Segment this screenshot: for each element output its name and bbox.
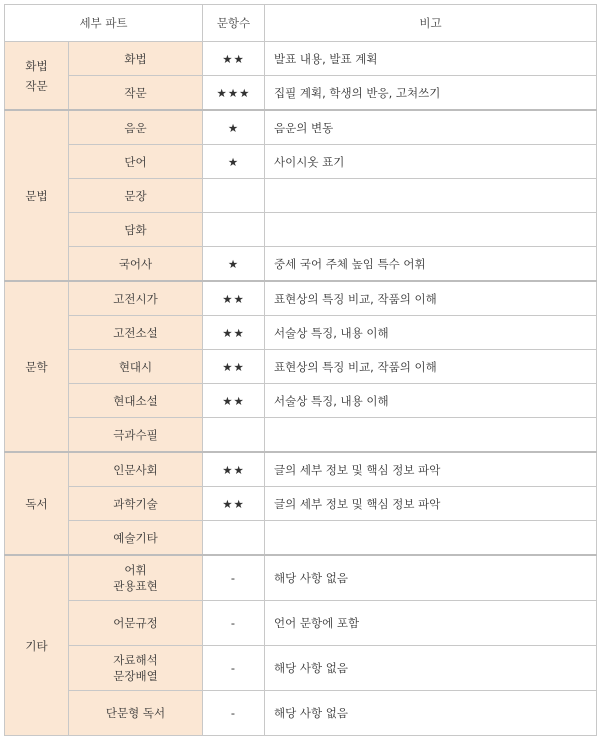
count-cell: - <box>203 691 265 736</box>
count-cell: ★★ <box>203 350 265 384</box>
note-cell <box>265 418 597 453</box>
table-row <box>5 179 597 213</box>
table-row <box>5 555 597 601</box>
table-row <box>5 247 597 282</box>
subpart-cell: 예술기타 <box>69 521 203 556</box>
count-cell: - <box>203 555 265 601</box>
header-count: 문항수 <box>203 5 265 42</box>
category-cell: 독서 <box>5 452 69 555</box>
note-cell: 서술상 특징, 내용 이해 <box>265 384 597 418</box>
table-row <box>5 418 597 453</box>
header-part: 세부 파트 <box>5 5 203 42</box>
note-cell: 글의 세부 정보 및 핵심 정보 파악 <box>265 452 597 487</box>
note-cell: 음운의 변동 <box>265 110 597 145</box>
table-row <box>5 110 597 145</box>
count-cell <box>203 213 265 247</box>
note-cell: 표현상의 특징 비교, 작품의 이해 <box>265 350 597 384</box>
note-cell: 언어 문항에 포함 <box>265 601 597 646</box>
header-row <box>5 5 597 42</box>
count-cell: - <box>203 601 265 646</box>
note-cell <box>265 179 597 213</box>
subpart-cell: 현대시 <box>69 350 203 384</box>
subpart-cell: 자료해석 문장배열 <box>69 646 203 691</box>
note-cell: 집필 계획, 학생의 반응, 고쳐쓰기 <box>265 76 597 111</box>
category-cell: 화법 작문 <box>5 42 69 111</box>
note-cell: 글의 세부 정보 및 핵심 정보 파악 <box>265 487 597 521</box>
subpart-cell: 담화 <box>69 213 203 247</box>
count-cell <box>203 179 265 213</box>
note-cell <box>265 213 597 247</box>
note-cell: 해당 사항 없음 <box>265 646 597 691</box>
category-cell: 문법 <box>5 110 69 281</box>
subpart-cell: 극과수필 <box>69 418 203 453</box>
subpart-cell: 국어사 <box>69 247 203 282</box>
table-row <box>5 691 597 736</box>
note-cell: 사이시옷 표기 <box>265 145 597 179</box>
table-row <box>5 452 597 487</box>
table-row <box>5 213 597 247</box>
subpart-cell: 현대소설 <box>69 384 203 418</box>
subpart-cell: 고전시가 <box>69 281 203 316</box>
table-row <box>5 384 597 418</box>
subpart-cell: 화법 <box>69 42 203 76</box>
subpart-cell: 작문 <box>69 76 203 111</box>
subpart-cell: 인문사회 <box>69 452 203 487</box>
table-row <box>5 601 597 646</box>
table-row <box>5 487 597 521</box>
subpart-cell: 단어 <box>69 145 203 179</box>
subpart-cell: 어휘 관용표현 <box>69 555 203 601</box>
count-cell: ★★ <box>203 42 265 76</box>
table-row <box>5 76 597 111</box>
note-cell <box>265 521 597 556</box>
count-cell: ★★ <box>203 384 265 418</box>
count-cell: ★ <box>203 145 265 179</box>
subpart-cell: 문장 <box>69 179 203 213</box>
table-row <box>5 42 597 76</box>
table-row <box>5 145 597 179</box>
table-row <box>5 281 597 316</box>
count-cell <box>203 521 265 556</box>
note-cell: 서술상 특징, 내용 이해 <box>265 316 597 350</box>
note-cell: 해당 사항 없음 <box>265 555 597 601</box>
header-note: 비고 <box>265 5 597 42</box>
count-cell: - <box>203 646 265 691</box>
category-cell: 기타 <box>5 555 69 736</box>
subpart-cell: 과학기술 <box>69 487 203 521</box>
category-cell: 문학 <box>5 281 69 452</box>
subpart-cell: 음운 <box>69 110 203 145</box>
table-row <box>5 646 597 691</box>
subpart-cell: 단문형 독서 <box>69 691 203 736</box>
table-row <box>5 350 597 384</box>
note-cell: 표현상의 특징 비교, 작품의 이해 <box>265 281 597 316</box>
count-cell: ★★ <box>203 452 265 487</box>
count-cell: ★★★ <box>203 76 265 111</box>
note-cell: 중세 국어 주체 높임 특수 어휘 <box>265 247 597 282</box>
table-body <box>5 42 597 736</box>
count-cell: ★★ <box>203 487 265 521</box>
count-cell: ★★ <box>203 316 265 350</box>
table-row <box>5 521 597 556</box>
count-cell: ★★ <box>203 281 265 316</box>
exam-analysis-table <box>4 4 597 736</box>
table-row <box>5 316 597 350</box>
subpart-cell: 어문규정 <box>69 601 203 646</box>
count-cell: ★ <box>203 247 265 282</box>
count-cell: ★ <box>203 110 265 145</box>
subpart-cell: 고전소설 <box>69 316 203 350</box>
note-cell: 해당 사항 없음 <box>265 691 597 736</box>
count-cell <box>203 418 265 453</box>
note-cell: 발표 내용, 발표 계획 <box>265 42 597 76</box>
